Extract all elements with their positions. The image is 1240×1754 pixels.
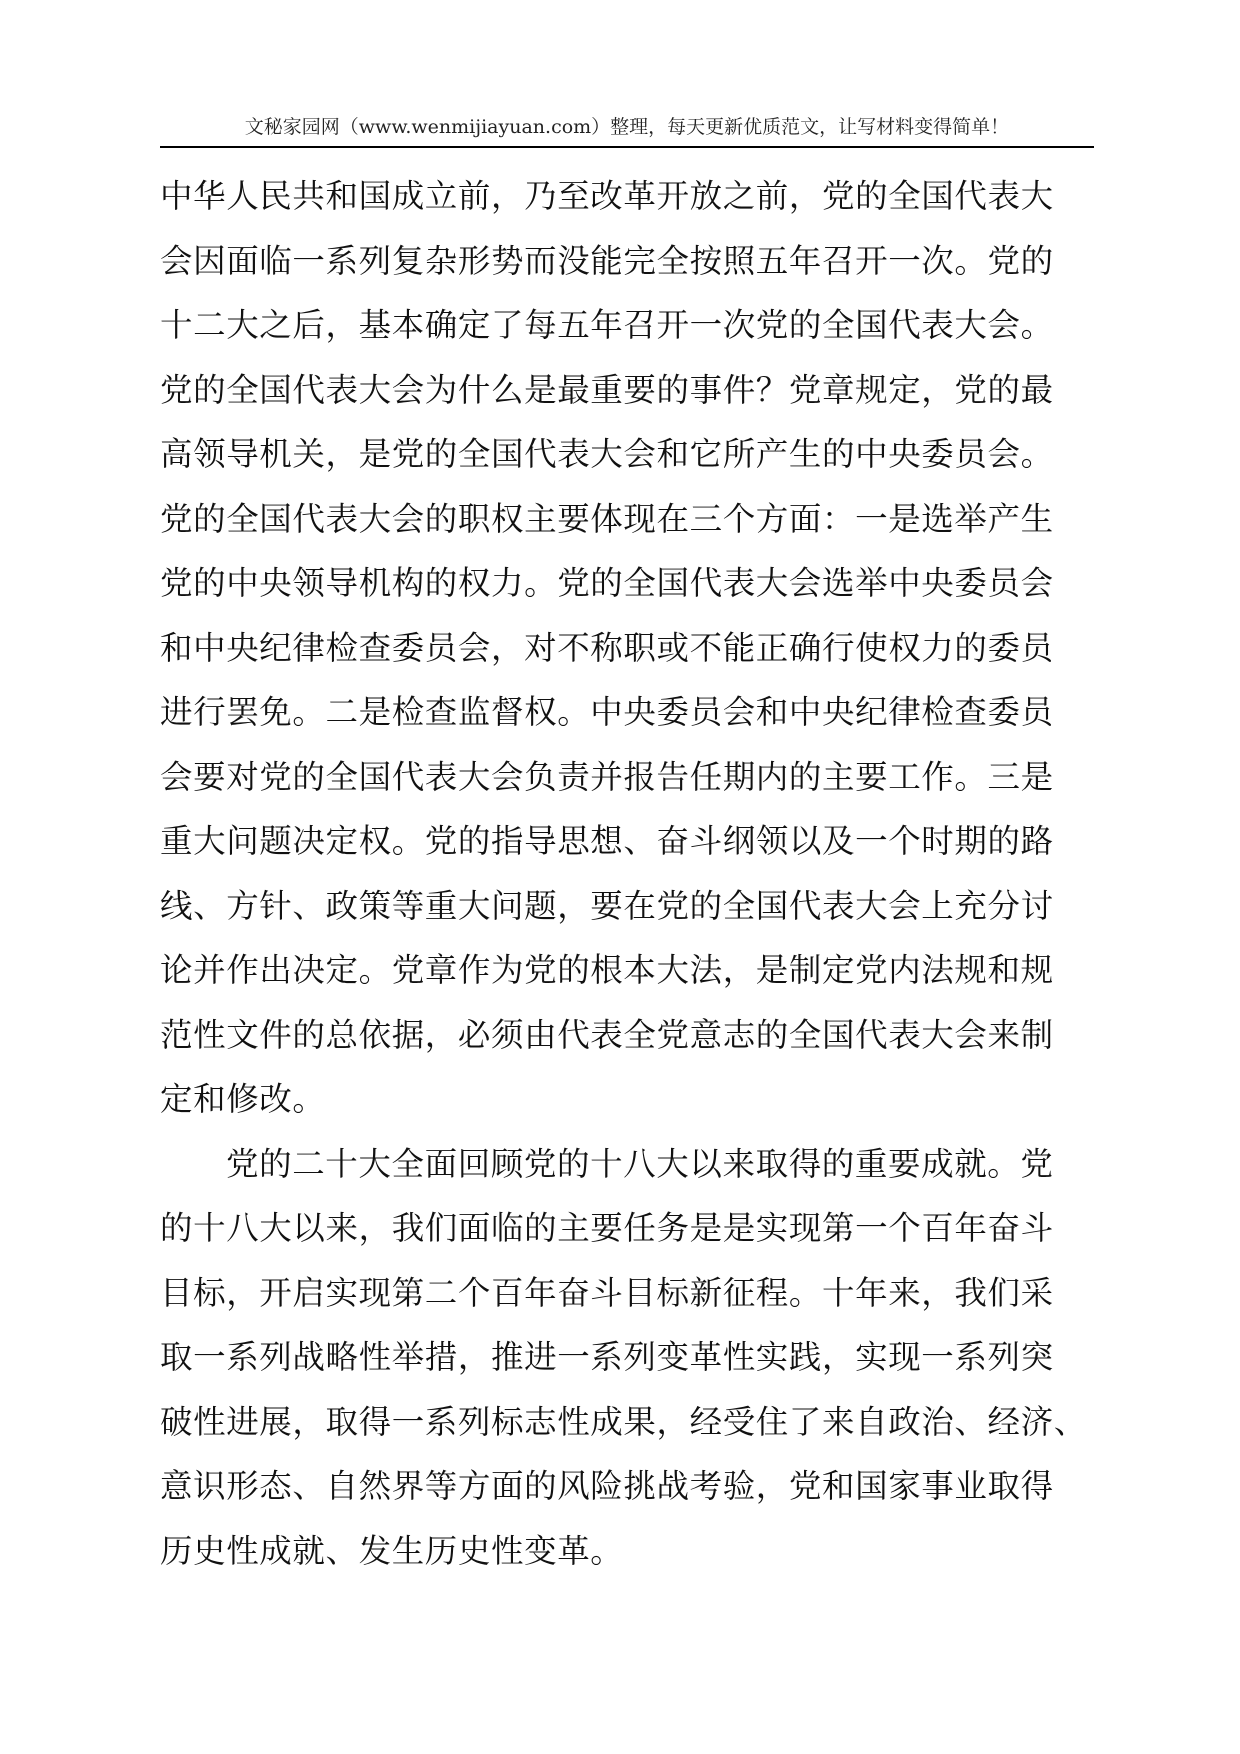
text-line: 破性进展，取得一系列标志性成果，经受住了来自政治、经济、 bbox=[160, 1402, 1087, 1441]
text-line: 党的全国代表大会为什么是最重要的事件？党章规定，党的最 bbox=[160, 370, 1054, 409]
text-line: 中华人民共和国成立前，乃至改革开放之前，党的全国代表大 bbox=[160, 177, 1054, 215]
text-line: 党的中央领导机构的权力。党的全国代表大会选举中央委员会 bbox=[160, 564, 1054, 602]
page-header: 文秘家园网（www.wenmijiayuan.com）整理，每天更新优质范文，让写材料变得简单！ bbox=[244, 116, 1010, 138]
text-line: 取一系列战略性举措，推进一系列变革性实践，实现一系列突 bbox=[160, 1338, 1054, 1376]
text-line: 会要对党的全国代表大会负责并报告任期内的主要工作。三是 bbox=[160, 757, 1054, 796]
text-line: 目标，开启实现第二个百年奋斗目标新征程。十年来，我们采 bbox=[160, 1273, 1054, 1312]
text-line: 和中央纪律检查委员会，对不称职或不能正确行使权力的委员 bbox=[160, 628, 1054, 667]
text-line: 历史性成就、发生历史性变革。 bbox=[160, 1531, 624, 1570]
text-line-indented: 党的二十大全面回顾党的十八大以来取得的重要成就。党 bbox=[226, 1144, 1054, 1183]
text-line: 党的全国代表大会的职权主要体现在三个方面：一是选举产生 bbox=[160, 499, 1054, 538]
text-line: 定和修改。 bbox=[160, 1080, 326, 1118]
header-divider bbox=[160, 146, 1094, 148]
text-line: 线、方针、政策等重大问题，要在党的全国代表大会上充分讨 bbox=[160, 886, 1054, 925]
paragraph-2 bbox=[160, 1132, 1110, 1584]
text-line: 论并作出决定。党章作为党的根本大法，是制定党内法规和规 bbox=[160, 951, 1054, 989]
text-line: 高领导机关，是党的全国代表大会和它所产生的中央委员会。 bbox=[160, 435, 1054, 473]
document-body bbox=[160, 164, 1110, 1583]
text-line: 范性文件的总依据，必须由代表全党意志的全国代表大会来制 bbox=[160, 1015, 1054, 1054]
text-line: 的十八大以来，我们面临的主要任务是是实现第一个百年奋斗 bbox=[160, 1209, 1054, 1247]
text-line: 进行罢免。二是检查监督权。中央委员会和中央纪律检查委员 bbox=[160, 693, 1054, 731]
paragraph-1 bbox=[160, 164, 1110, 1132]
text-line: 意识形态、自然界等方面的风险挑战考验，党和国家事业取得 bbox=[160, 1467, 1054, 1505]
text-line: 十二大之后，基本确定了每五年召开一次党的全国代表大会。 bbox=[160, 306, 1054, 344]
text-line: 重大问题决定权。党的指导思想、奋斗纲领以及一个时期的路 bbox=[160, 822, 1054, 860]
text-line: 会因面临一系列复杂形势而没能完全按照五年召开一次。党的 bbox=[160, 241, 1054, 280]
